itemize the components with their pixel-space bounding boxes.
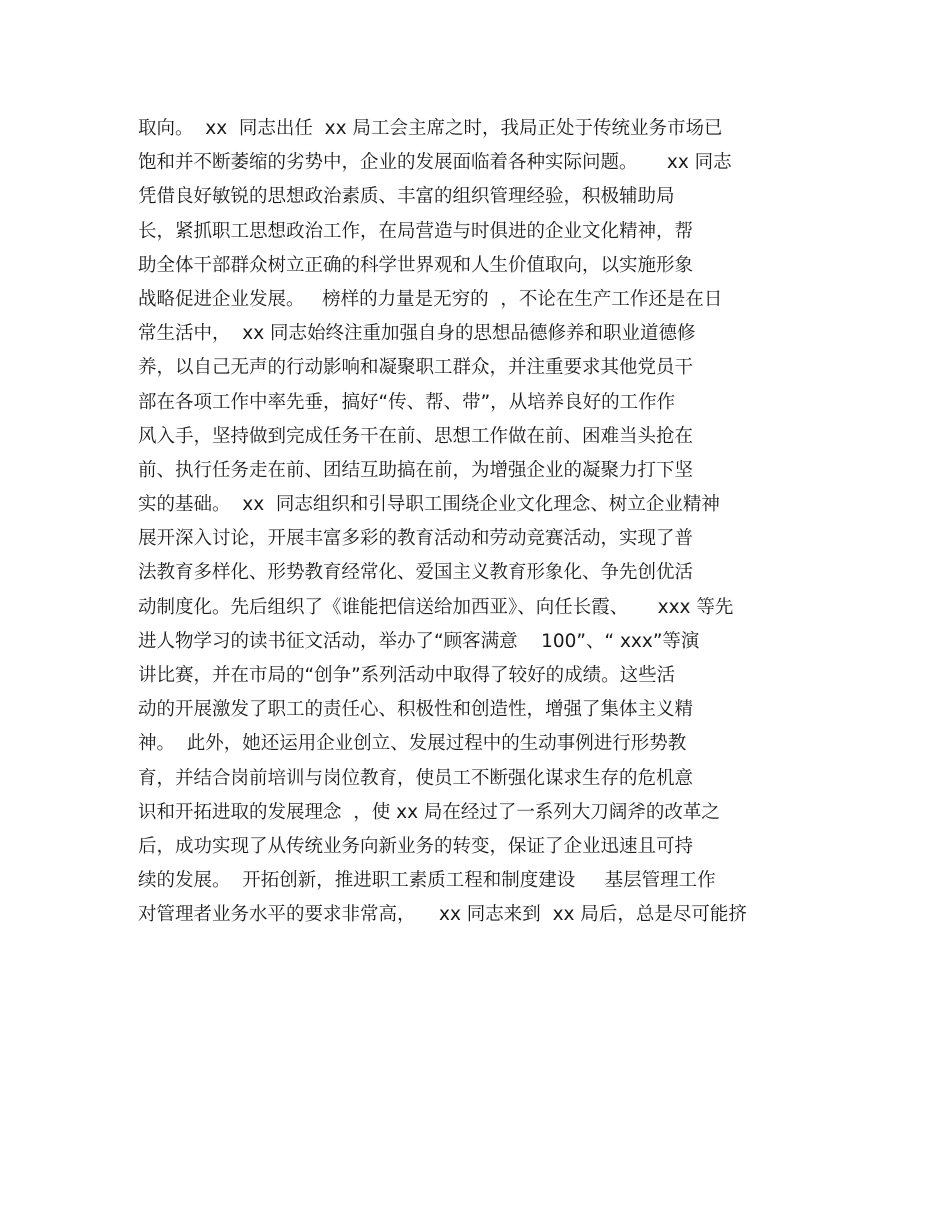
text-line: 动制度化。先后组织了《谁能把信送给加西亚》、向任长霞、 xxx 等先 — [138, 596, 734, 618]
text-line: 后，成功实现了从传统业务向新业务的转变，保证了企业迅速且可持 — [138, 835, 694, 857]
text-line: 战略促进企业发展。 榜样的力量是无穷的 ，不论在生产工作还是在日 — [138, 288, 723, 310]
text-line: 部在各项工作中率先垂，搞好“传、帮、带”，从培养良好的工作作 — [138, 391, 676, 413]
text-line: 风入手，坚持做到完成任务干在前、思想工作做在前、困难当头抢在 — [138, 425, 694, 447]
text-line: 神。 此外，她还运用企业创立、发展过程中的生动事例进行形势教 — [138, 733, 687, 755]
text-line: 法教育多样化、形势教育经常化、爱国主义教育形象化、争先创优活 — [138, 562, 694, 584]
text-line: 实的基础。 xx 同志组织和引导职工围绕企业文化理念、树立企业精神 — [138, 494, 720, 516]
text-line: 前、执行任务走在前、团结互助搞在前，为增强企业的凝聚力打下坚 — [138, 459, 694, 481]
text-line: 进人物学习的读书征文活动，举办了“顾客满意 100”、“ xxx”等演 — [138, 630, 700, 652]
text-line: 讲比赛，并在市局的“创争”系列活动中取得了较好的成绩。这些活 — [138, 665, 676, 686]
text-line: 育，并结合岗前培训与岗位教育，使员工不断强化谋求生存的危机意 — [138, 767, 694, 789]
body-text — [138, 112, 838, 933]
text-line: 展开深入讨论，开展丰富多彩的教育活动和劳动竞赛活动，实现了普 — [138, 528, 694, 550]
text-line: 凭借良好敏锐的思想政治素质、丰富的组织管理经验，积极辅助局 — [138, 186, 675, 208]
text-line: 助全体干部群众树立正确的科学世界观和人生价值取向，以实施形象 — [138, 254, 694, 276]
text-line: 长，紧抓职工思想政治工作，在局营造与时俱进的企业文化精神，帮 — [138, 220, 694, 242]
text-line: 常生活中， xx 同志始终注重加强自身的思想品德修养和职业道德修 — [138, 323, 696, 345]
text-line: 对管理者业务水平的要求非常高， xx 同志来到 xx 局后，总是尽可能挤 — [138, 904, 747, 926]
text-line: 饱和并不断萎缩的劣势中，企业的发展面临着各种实际问题。 xx 同志 — [138, 152, 732, 174]
text-line: 续的发展。 开拓创新，推进职工素质工程和制度建设 基层管理工作 — [138, 870, 716, 892]
text-line: 识和开拓进取的发展理念 ，使 xx 局在经过了一系列大刀阔斧的改革之 — [138, 801, 720, 823]
text-line: 动的开展激发了职工的责任心、积极性和创造性，增强了集体主义精 — [138, 699, 694, 721]
text-line: 取向。 xx 同志出任 xx 局工会主席之时，我局正处于传统业务市场已 — [138, 118, 723, 139]
text-line: 养，以自己无声的行动影响和凝聚职工群众，并注重要求其他党员干 — [138, 357, 694, 379]
